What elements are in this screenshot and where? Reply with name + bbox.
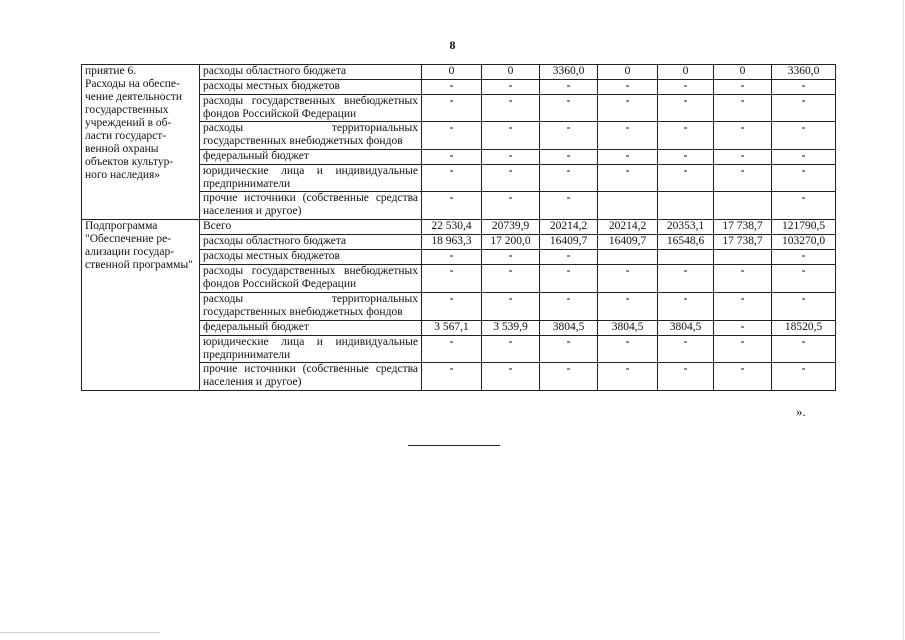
section-description-line: венной охраны bbox=[85, 143, 159, 155]
value-cell bbox=[598, 250, 658, 265]
section-description-line: Подпрограмма bbox=[85, 220, 158, 232]
section-description-line: приятие 6. bbox=[85, 65, 137, 77]
closing-quote: ». bbox=[796, 404, 806, 419]
scan-artifact-line bbox=[0, 632, 160, 633]
value-cell: - bbox=[658, 336, 714, 363]
value-cell: 16409,7 bbox=[598, 235, 658, 250]
funding-source-label: федеральный бюджет bbox=[200, 321, 422, 336]
section-description-line: государственных bbox=[85, 104, 169, 116]
funding-source-label: расходы местных бюджетов bbox=[200, 80, 422, 95]
value-cell: - bbox=[482, 95, 540, 122]
value-cell: 0 bbox=[598, 65, 658, 80]
value-cell bbox=[714, 250, 772, 265]
value-cell: - bbox=[658, 363, 714, 391]
value-cell: 3804,5 bbox=[540, 321, 598, 336]
value-cell: - bbox=[772, 122, 836, 150]
value-cell: - bbox=[422, 95, 482, 122]
value-cell: - bbox=[540, 80, 598, 95]
value-cell: - bbox=[482, 122, 540, 150]
value-cell: 0 bbox=[658, 65, 714, 80]
value-cell: - bbox=[772, 363, 836, 391]
value-cell: - bbox=[598, 165, 658, 192]
value-cell: - bbox=[658, 165, 714, 192]
value-cell: 20214,2 bbox=[598, 220, 658, 235]
table-row bbox=[82, 65, 836, 80]
value-cell: - bbox=[714, 122, 772, 150]
section-description-line: учреждений в об- bbox=[85, 117, 172, 129]
value-cell: - bbox=[714, 265, 772, 293]
value-cell: - bbox=[482, 293, 540, 321]
section-description-line: ализации государ- bbox=[85, 246, 175, 258]
value-cell: - bbox=[714, 321, 772, 336]
funding-source-label: расходы территориальных государственных внебюджетных фондов bbox=[200, 122, 422, 150]
value-cell: - bbox=[714, 95, 772, 122]
value-cell: 0 bbox=[422, 65, 482, 80]
value-cell: - bbox=[598, 363, 658, 391]
value-cell: 3 567,1 bbox=[422, 321, 482, 336]
funding-source-label: расходы местных бюджетов bbox=[200, 250, 422, 265]
value-cell: - bbox=[540, 363, 598, 391]
budget-table bbox=[81, 64, 836, 391]
value-cell: - bbox=[658, 265, 714, 293]
value-cell: - bbox=[714, 293, 772, 321]
scan-artifact-edge bbox=[903, 0, 904, 640]
value-cell: 3360,0 bbox=[772, 65, 836, 80]
value-cell: - bbox=[422, 80, 482, 95]
end-rule bbox=[408, 445, 500, 446]
value-cell: - bbox=[422, 165, 482, 192]
funding-source-label: Всего bbox=[200, 220, 422, 235]
value-cell: - bbox=[772, 336, 836, 363]
value-cell: 17 738,7 bbox=[714, 235, 772, 250]
value-cell bbox=[598, 192, 658, 220]
value-cell: - bbox=[482, 336, 540, 363]
value-cell: - bbox=[540, 122, 598, 150]
value-cell: 3 539,9 bbox=[482, 321, 540, 336]
value-cell: - bbox=[598, 122, 658, 150]
funding-source-label: расходы территориальных государственных внебюджетных фондов bbox=[200, 293, 422, 321]
funding-source-label: расходы государственных внебюджетных фондов Российской Федерации bbox=[200, 265, 422, 293]
value-cell: 20353,1 bbox=[658, 220, 714, 235]
value-cell: 20214,2 bbox=[540, 220, 598, 235]
funding-source-label: федеральный бюджет bbox=[200, 150, 422, 165]
value-cell: - bbox=[598, 293, 658, 321]
section-description-line: ственной программы" bbox=[85, 259, 193, 271]
value-cell: - bbox=[540, 192, 598, 220]
value-cell bbox=[658, 192, 714, 220]
funding-source-label: расходы государственных внебюджетных фондов Российской Федерации bbox=[200, 95, 422, 122]
section-description-line: Расходы на обеспе- bbox=[85, 78, 180, 90]
value-cell: - bbox=[598, 80, 658, 95]
value-cell: - bbox=[598, 336, 658, 363]
value-cell: - bbox=[422, 150, 482, 165]
section-description bbox=[82, 220, 200, 391]
value-cell: - bbox=[772, 192, 836, 220]
value-cell: - bbox=[482, 80, 540, 95]
value-cell: - bbox=[540, 265, 598, 293]
value-cell: - bbox=[540, 165, 598, 192]
funding-source-label: юридические лица и индивидуальные предприниматели bbox=[200, 336, 422, 363]
funding-source-label: расходы областного бюджета bbox=[200, 65, 422, 80]
value-cell: - bbox=[772, 80, 836, 95]
funding-source-label: прочие источники (собственные средства населения и другое) bbox=[200, 192, 422, 220]
value-cell: - bbox=[422, 122, 482, 150]
value-cell: - bbox=[714, 165, 772, 192]
value-cell: - bbox=[422, 192, 482, 220]
value-cell: 18520,5 bbox=[772, 321, 836, 336]
value-cell: 0 bbox=[714, 65, 772, 80]
value-cell: 17 738,7 bbox=[714, 220, 772, 235]
value-cell: - bbox=[422, 250, 482, 265]
value-cell: - bbox=[772, 250, 836, 265]
value-cell: - bbox=[658, 95, 714, 122]
value-cell: 22 530,4 bbox=[422, 220, 482, 235]
value-cell: 121790,5 bbox=[772, 220, 836, 235]
value-cell: - bbox=[540, 250, 598, 265]
value-cell bbox=[714, 192, 772, 220]
value-cell: - bbox=[772, 265, 836, 293]
value-cell: - bbox=[482, 150, 540, 165]
value-cell: - bbox=[772, 95, 836, 122]
page-number: 8 bbox=[449, 38, 456, 52]
value-cell: - bbox=[714, 80, 772, 95]
value-cell: 103270,0 bbox=[772, 235, 836, 250]
section-description bbox=[82, 65, 200, 220]
value-cell: - bbox=[482, 265, 540, 293]
value-cell: - bbox=[540, 150, 598, 165]
value-cell: 0 bbox=[482, 65, 540, 80]
value-cell bbox=[658, 250, 714, 265]
value-cell: - bbox=[598, 150, 658, 165]
value-cell: - bbox=[772, 165, 836, 192]
value-cell: - bbox=[658, 293, 714, 321]
value-cell: - bbox=[598, 95, 658, 122]
value-cell: - bbox=[422, 336, 482, 363]
value-cell: - bbox=[714, 150, 772, 165]
funding-source-label: расходы областного бюджета bbox=[200, 235, 422, 250]
value-cell: 3804,5 bbox=[598, 321, 658, 336]
budget-table-body bbox=[82, 65, 836, 391]
value-cell: - bbox=[714, 336, 772, 363]
value-cell: - bbox=[540, 95, 598, 122]
value-cell: - bbox=[482, 250, 540, 265]
value-cell: - bbox=[658, 150, 714, 165]
value-cell: - bbox=[540, 293, 598, 321]
section-description-line: объектов культур- bbox=[85, 156, 174, 168]
value-cell: - bbox=[482, 165, 540, 192]
table-row bbox=[82, 220, 836, 235]
value-cell: 3804,5 bbox=[658, 321, 714, 336]
value-cell: 3360,0 bbox=[540, 65, 598, 80]
value-cell: - bbox=[658, 122, 714, 150]
value-cell: - bbox=[658, 80, 714, 95]
value-cell: 16409,7 bbox=[540, 235, 598, 250]
section-description-line: "Обеспечение ре- bbox=[85, 233, 172, 245]
value-cell: - bbox=[714, 363, 772, 391]
funding-source-label: прочие источники (собственные средства населения и другое) bbox=[200, 363, 422, 391]
value-cell: - bbox=[422, 363, 482, 391]
value-cell: 17 200,0 bbox=[482, 235, 540, 250]
funding-source-label: юридические лица и индивидуальные предприниматели bbox=[200, 165, 422, 192]
section-description-line: ного наследия» bbox=[85, 169, 161, 181]
value-cell: - bbox=[540, 336, 598, 363]
value-cell: - bbox=[772, 293, 836, 321]
value-cell: - bbox=[598, 265, 658, 293]
value-cell: - bbox=[772, 150, 836, 165]
value-cell: 16548,6 bbox=[658, 235, 714, 250]
value-cell: - bbox=[422, 293, 482, 321]
value-cell: 18 963,3 bbox=[422, 235, 482, 250]
value-cell: 20739,9 bbox=[482, 220, 540, 235]
value-cell: - bbox=[482, 192, 540, 220]
section-description-line: чение деятельности bbox=[85, 91, 183, 103]
section-description-line: ласти государст- bbox=[85, 130, 167, 142]
value-cell: - bbox=[482, 363, 540, 391]
value-cell: - bbox=[422, 265, 482, 293]
